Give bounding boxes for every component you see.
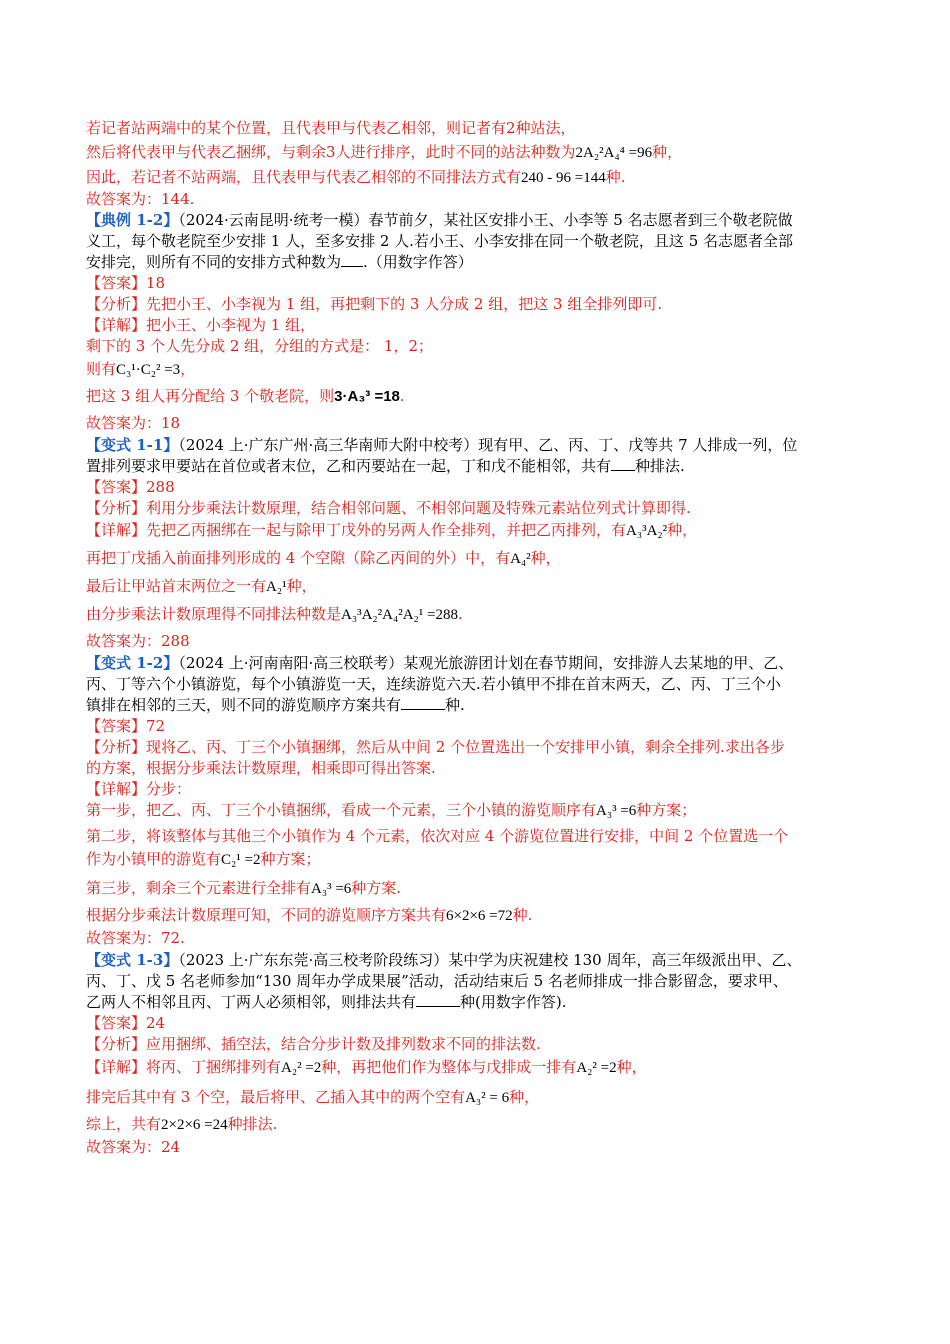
text: 第一步，把乙、丙、丁三个小镇捆绑，看成一个元素，三个小镇的游览顺序有 — [86, 801, 597, 819]
formula: 240 - 96 =144 — [521, 170, 606, 186]
variant-1-3-analysis — [86, 1034, 870, 1054]
variant-1-1-question — [86, 435, 870, 455]
text: 乙两人不相邻且丙、丁两人必须相邻，则排法共有 — [86, 993, 417, 1011]
text: 故答案为：288 — [86, 632, 190, 650]
text: 丙、丁等六个小镇游览，每个小镇游览一天，连续游览六天.若小镇甲不排在首末两天，乙、丙、丁三个小 — [86, 675, 781, 693]
text: 种， — [286, 577, 317, 595]
text: 再把丁戊插入前面排列形成的 4 个空隙（除乙丙间的外）中，有 — [86, 549, 511, 567]
formula: 2A₂²A₄⁴ =96 — [575, 145, 653, 161]
text: 【分析】现将乙、丙、丁三个小镇捆绑，然后从中间 2 个位置选出一个安排甲小镇，剩余全排列.求出各步 — [86, 738, 785, 756]
text: 种， — [616, 1058, 647, 1076]
text: . — [457, 605, 463, 623]
formula: A₃² = 6 — [465, 1090, 510, 1106]
text: （2023 上·广东东莞·高三校考阶段练习）某中学为庆祝建校 130 周年，高三年级派出甲、乙、 — [178, 951, 802, 969]
formula: C₃¹·C₂² =3 — [116, 362, 181, 378]
answer-blank — [611, 456, 635, 471]
formula: 2×2×6 =24 — [161, 1117, 228, 1133]
variant-1-3-line-2 — [86, 971, 870, 991]
text: 种方案； — [260, 850, 321, 868]
variant-1-2-answer — [86, 716, 870, 736]
example-1-2-line-3 — [86, 252, 870, 272]
text: 若记者站两端中的某个位置，且代表甲与代表乙相邻，则记者有2种站法， — [86, 119, 576, 137]
text: 【详解】把小王、小李视为 1 组， — [86, 316, 316, 334]
text: 种方案； — [636, 801, 697, 819]
variant-1-1-analysis — [86, 498, 870, 518]
text: 【答案】72 — [86, 717, 166, 735]
answer-blank — [416, 992, 460, 1007]
text: 种排法. — [635, 457, 685, 475]
example-1-2-detail-3 — [86, 359, 870, 380]
formula: A₂¹ — [266, 579, 287, 595]
text: .（用数字作答） — [363, 253, 473, 271]
text: 【分析】先把小王、小李视为 1 组，再把剩下的 3 人分成 2 组，把这 3 组全排列即可. — [86, 295, 663, 313]
variant-1-1-line-2 — [86, 456, 870, 476]
text: 因此，若记者不站两端，且代表甲与代表乙相邻的不同排法方式有 — [86, 168, 522, 186]
text: ， — [180, 360, 196, 378]
example-1-2-question — [86, 210, 870, 230]
variant-1-2-detail — [86, 779, 870, 799]
text: 种， — [530, 549, 561, 567]
variant-tag: 【变式 1-2】 — [86, 654, 179, 672]
text: （2024 上·广东广州·高三华南师大附中校考）现有甲、乙、丙、丁、戊等共 7 人排成一列，位 — [178, 436, 798, 454]
variant-1-1-answer — [86, 477, 870, 497]
formula: A₂² =2 — [281, 1060, 322, 1076]
formula: A₂² =2 — [576, 1060, 617, 1076]
text: 种. — [445, 696, 465, 714]
text: 义工，每个敬老院至少安排 1 人，至多安排 2 人.若小王、小李安排在同一个敬老院，且这 5 名志愿者全部 — [86, 232, 794, 250]
example-1-2-answer — [86, 273, 870, 293]
variant-tag: 【变式 1-1】 — [86, 436, 179, 454]
text: 最后让甲站首末两位之一有 — [86, 577, 267, 595]
text: 种(用数字作答). — [460, 993, 567, 1011]
formula: 6×2×6 =72 — [446, 908, 513, 924]
text: 【分析】应用捆绑、插空法，结合分步计数及排列数求不同的排法数. — [86, 1035, 541, 1053]
top-line-1 — [86, 118, 870, 138]
variant-1-2-final — [86, 928, 870, 948]
example-1-2-analysis — [86, 294, 870, 314]
variant-1-1-detail-3 — [86, 576, 870, 597]
variant-1-2-step-2b — [86, 849, 870, 870]
example-1-2-line-2 — [86, 231, 870, 251]
variant-1-1-final — [86, 631, 870, 651]
text: 【答案】24 — [86, 1014, 166, 1032]
example-tag: 【典例 1-2】 — [86, 211, 179, 229]
text: 根据分步乘法计数原理可知，不同的游览顺序方案共有 — [86, 906, 447, 924]
answer-blank — [341, 252, 363, 267]
text: 种， — [667, 521, 698, 539]
text: . — [399, 387, 405, 405]
text: 剩下的 3 个人先分成 2 组，分组的方式是： 1，2； — [86, 337, 434, 355]
variant-1-3-detail-3 — [86, 1114, 870, 1135]
text: 种， — [509, 1088, 540, 1106]
variant-1-2-line-2 — [86, 674, 870, 694]
text: 种. — [512, 906, 533, 924]
variant-1-2-step-2 — [86, 826, 870, 846]
formula: A₄² — [510, 551, 531, 567]
variant-1-2-question — [86, 653, 870, 673]
formula: A₃³A₂² — [626, 523, 668, 539]
text: 【详解】分步： — [86, 780, 192, 798]
text: 由分步乘法计数原理得不同排法种数是 — [86, 605, 342, 623]
text: 镇排在相邻的三天，则不同的游览顺序方案共有 — [86, 696, 402, 714]
text: （2024·云南昆明·统考一模）春节前夕，某社区安排小王、小李等 5 名志愿者到三个敬老院做 — [178, 211, 793, 229]
text: 种，再把他们作为整体与戊排成一排有 — [321, 1058, 577, 1076]
text: （2024 上·河南南阳·高三校联考）某观光旅游团计划在春节期间，安排游人去某地的甲、乙、 — [178, 654, 794, 672]
variant-1-2-step-4 — [86, 905, 870, 926]
text: 故答案为：18 — [86, 414, 181, 432]
text: 综上，共有 — [86, 1115, 162, 1133]
variant-1-3-question — [86, 950, 870, 970]
text: 第二步，将该整体与其他三个小镇作为 4 个元素，依次对应 4 个游览位置进行安排，中间 2 个位置选一个 — [86, 827, 789, 845]
text: 种， — [652, 143, 683, 161]
variant-1-2-step-1 — [86, 800, 870, 821]
variant-1-1-detail-1 — [86, 520, 870, 541]
variant-1-2-line-3 — [86, 695, 870, 715]
text: 【答案】288 — [86, 478, 175, 496]
text: 的方案，根据分步乘法计数原理，相乘即可得出答案. — [86, 759, 436, 777]
top-line-2 — [86, 142, 870, 163]
variant-1-3-detail-1 — [86, 1057, 870, 1078]
variant-1-1-detail-2 — [86, 548, 870, 569]
text: 则有 — [86, 360, 117, 378]
formula: C₂¹ =2 — [221, 852, 261, 868]
text: 种排法. — [227, 1115, 278, 1133]
formula: 3·A₃³ =18 — [334, 388, 400, 405]
top-line-4 — [86, 189, 870, 209]
text: 【详解】将丙、丁捆绑排列有 — [86, 1058, 282, 1076]
text: 然后将代表甲与代表乙捆绑，与剩余3人进行排序，此时不同的站法种数为 — [86, 143, 576, 161]
text: 【分析】利用分步乘法计数原理，结合相邻问题、不相邻问题及特殊元素站位列式计算即得. — [86, 499, 691, 517]
text: 第三步，剩余三个元素进行全排有 — [86, 879, 312, 897]
answer-blank — [401, 695, 445, 710]
text: 作为小镇甲的游览有 — [86, 850, 222, 868]
variant-1-3-final — [86, 1137, 870, 1157]
text: 故答案为：144. — [86, 190, 195, 208]
text: 安排完，则所有不同的安排方式种数为 — [86, 253, 342, 271]
text: 置排列要求甲要站在首位或者末位，乙和丙要站在一起，丁和戊不能相邻，共有 — [86, 457, 612, 475]
variant-1-2-step-3 — [86, 878, 870, 899]
formula: A₃³ =6 — [596, 803, 637, 819]
text: 【答案】18 — [86, 274, 166, 292]
formula: A₃³ =6 — [311, 881, 352, 897]
top-line-3 — [86, 167, 870, 188]
variant-1-3-detail-2 — [86, 1087, 870, 1108]
variant-tag: 【变式 1-3】 — [86, 951, 179, 969]
text: 种方案. — [351, 879, 402, 897]
variant-1-3-line-3 — [86, 992, 870, 1012]
variant-1-1-detail-4 — [86, 604, 870, 625]
example-1-2-final — [86, 413, 870, 433]
text: 把这 3 组人再分配给 3 个敬老院，则 — [86, 387, 335, 405]
example-1-2-detail-4 — [86, 386, 870, 407]
example-1-2-detail — [86, 315, 870, 335]
variant-1-3-answer — [86, 1013, 870, 1033]
variant-1-2-analysis — [86, 737, 870, 757]
text: 故答案为：72. — [86, 929, 185, 947]
text: 【详解】先把乙丙捆绑在一起与除甲丁戊外的另两人作全排列，并把乙丙排列，有 — [86, 521, 627, 539]
text: 排完后其中有 3 个空，最后将甲、乙插入其中的两个空有 — [86, 1088, 466, 1106]
formula: A₃³A₂²A₄²A₂¹ =288 — [341, 607, 458, 623]
variant-1-2-analysis-2 — [86, 758, 870, 778]
text: 丙、丁、戊 5 名老师参加“130 周年办学成果展”活动，活动结束后 5 名老师排成一排合影留念，要求甲、 — [86, 972, 788, 990]
example-1-2-detail-2 — [86, 336, 870, 356]
text: 故答案为：24 — [86, 1138, 181, 1156]
text: 种. — [605, 168, 626, 186]
